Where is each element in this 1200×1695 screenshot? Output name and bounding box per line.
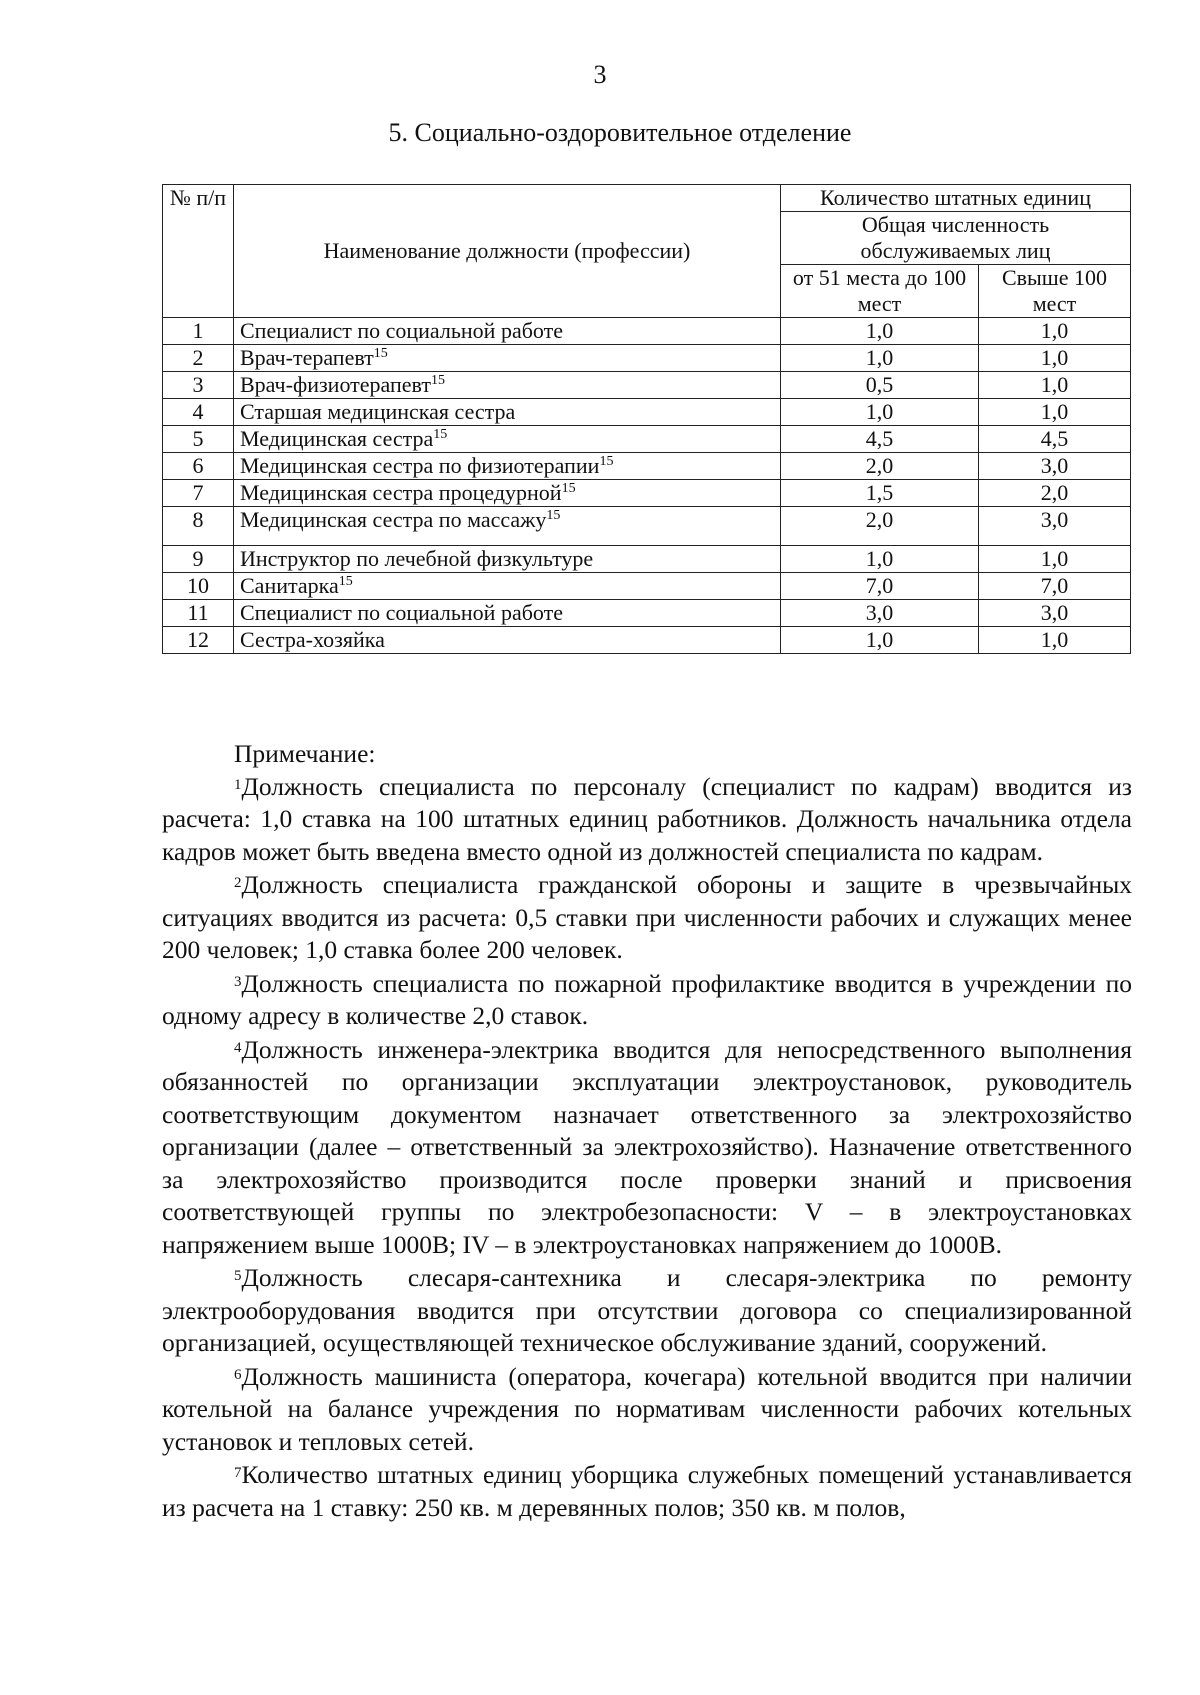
footnote-ref: 15 xyxy=(431,373,445,388)
position-name-text: Сестра-хозяйка xyxy=(240,627,385,652)
notes xyxy=(162,738,1132,1525)
note-number: 2 xyxy=(234,875,242,891)
row-position-name xyxy=(234,399,781,426)
row-position-name xyxy=(234,372,781,399)
position-name-text: Санитарка xyxy=(240,573,339,598)
value-51-100: 1,0 xyxy=(781,318,979,345)
staff-table xyxy=(162,184,1131,654)
table-row xyxy=(163,546,1131,573)
note-number: 4 xyxy=(234,1039,242,1056)
table-row xyxy=(163,453,1131,480)
footnote-ref: 15 xyxy=(561,481,576,496)
row-position-name xyxy=(234,600,781,627)
position-name-text: Врач-терапевт xyxy=(240,345,374,370)
footnote-ref: 15 xyxy=(433,427,448,442)
note-paragraph xyxy=(162,1034,1132,1262)
position-name-text: Врач-физиотерапевт xyxy=(240,372,431,397)
table-row xyxy=(163,480,1131,507)
position-name-text: Медицинская сестра xyxy=(240,426,434,451)
value-over-100: 3,0 xyxy=(979,600,1131,627)
value-over-100: 1,0 xyxy=(979,372,1131,399)
value-over-100: 1,0 xyxy=(979,546,1131,573)
notes-list xyxy=(162,771,1132,1525)
row-number: 6 xyxy=(163,453,234,480)
table-row xyxy=(163,573,1131,600)
position-name-text: Медицинская сестра по физиотерапии xyxy=(240,453,600,478)
value-51-100: 0,5 xyxy=(781,372,979,399)
position-name-text: Специалист по социальной работе xyxy=(240,318,563,343)
value-51-100: 1,0 xyxy=(781,399,979,426)
value-over-100: 1,0 xyxy=(979,399,1131,426)
header-position-name: Наименование должности (профессии) xyxy=(234,185,781,318)
table-row xyxy=(163,600,1131,627)
table-row xyxy=(163,507,1131,546)
value-over-100: 7,0 xyxy=(979,573,1131,600)
note-paragraph xyxy=(162,1262,1132,1360)
row-number: 9 xyxy=(163,546,234,573)
value-51-100: 2,0 xyxy=(781,453,979,480)
page-number: 3 xyxy=(593,60,607,89)
value-over-100: 2,0 xyxy=(979,480,1131,507)
note-text: Должность специалиста по персоналу (специалист по кадрам) вводится из расчета: 1,0 ставка на 100 штатных единиц работников. Должность начальника отдела кадров может быть введена вместо одной из должностей специалиста по кадрам. xyxy=(162,771,1132,866)
row-number: 4 xyxy=(163,399,234,426)
value-51-100: 4,5 xyxy=(781,426,979,453)
note-text: Должность специалиста гражданской обороны и защите в чрезвычайных ситуациях вводится из расчета: 0,5 ставки при численности рабочих и служащих менее 200 человек; 1,0 ставка более 200 человек. xyxy=(162,870,1132,964)
position-name-text: Инструктор по лечебной физкультуре xyxy=(240,546,594,571)
note-number: 7 xyxy=(234,1465,242,1481)
value-51-100: 1,0 xyxy=(781,627,979,654)
note-paragraph xyxy=(162,968,1132,1033)
row-position-name xyxy=(234,426,781,453)
position-name-text: Медицинская сестра по массажу xyxy=(240,507,547,532)
row-position-name xyxy=(234,507,781,546)
row-position-name xyxy=(234,546,781,573)
table-row xyxy=(163,399,1131,426)
value-over-100: 3,0 xyxy=(979,507,1131,546)
value-51-100: 7,0 xyxy=(781,573,979,600)
note-text: Должность инженера-электрика вводится для непосредственного выполнения обязанностей по организации эксплуатации электроустановок, руководитель соответствующим документом назначает ответственного за электрохозяйство организации (далее – ответственный за электрохозяйство). Назначение ответственного за электрохозяйство производится после проверки знаний и присвоения соответствующей группы по электробезопасности: V – в электроустановках напряжением выше 1000В; IV – в электроустановках напряжением до 1000В. xyxy=(162,1034,1132,1259)
row-number: 8 xyxy=(163,507,234,546)
position-name-text: Старшая медицинская сестра xyxy=(240,399,516,424)
row-number: 3 xyxy=(163,372,234,399)
value-over-100: 1,0 xyxy=(979,345,1131,372)
value-51-100: 2,0 xyxy=(781,507,979,546)
note-paragraph xyxy=(162,869,1132,967)
position-name-text: Медицинская сестра процедурной xyxy=(240,480,562,505)
value-over-100: 1,0 xyxy=(979,627,1131,654)
row-position-name xyxy=(234,345,781,372)
row-position-name xyxy=(234,573,781,600)
table-row xyxy=(163,372,1131,399)
notes-title: Примечание: xyxy=(234,739,376,768)
row-number: 7 xyxy=(163,480,234,507)
footnote-ref: 15 xyxy=(546,508,561,523)
value-51-100: 3,0 xyxy=(781,600,979,627)
header-col-51-100: от 51 места до 100 мест xyxy=(781,265,979,318)
note-paragraph xyxy=(162,1459,1132,1524)
note-number: 6 xyxy=(234,1366,242,1383)
row-number: 2 xyxy=(163,345,234,372)
row-number: 12 xyxy=(163,627,234,654)
header-col-over-100: Свыше 100 мест xyxy=(979,265,1131,318)
table-row xyxy=(163,426,1131,453)
row-position-name xyxy=(234,480,781,507)
note-number: 5 xyxy=(234,1268,242,1284)
value-51-100: 1,5 xyxy=(781,480,979,507)
footnote-ref: 15 xyxy=(338,574,353,589)
footnote-ref: 15 xyxy=(373,346,388,361)
note-paragraph xyxy=(162,771,1132,869)
row-position-name xyxy=(234,318,781,345)
row-number: 5 xyxy=(163,426,234,453)
header-number: № п/п xyxy=(163,185,234,318)
header-staff-units: Количество штатных единиц xyxy=(781,185,1131,212)
row-number: 11 xyxy=(163,600,234,627)
note-text: Должность машиниста (оператора, кочегара) котельной вводится при наличии котельной на балансе учреждения по нормативам численности рабочих котельных установок и тепловых сетей. xyxy=(162,1361,1132,1456)
row-number: 10 xyxy=(163,573,234,600)
section-title: 5. Социально-оздоровительное отделение xyxy=(388,118,852,147)
note-text: Должность слесаря-сантехника и слесаря-электрика по ремонту электрооборудования вводится при отсутствии договора со специализированной организацией, осуществляющей техническое обслуживание зданий, сооружений. xyxy=(162,1263,1132,1357)
note-text: Должность специалиста по пожарной профилактике вводится в учреждении по одному адресу в количестве 2,0 ставок. xyxy=(162,968,1132,1030)
table-row xyxy=(163,318,1131,345)
value-51-100: 1,0 xyxy=(781,546,979,573)
note-paragraph xyxy=(162,1361,1132,1459)
table-row xyxy=(163,345,1131,372)
row-number: 1 xyxy=(163,318,234,345)
footnote-ref: 15 xyxy=(599,454,614,469)
value-over-100: 3,0 xyxy=(979,453,1131,480)
value-over-100: 4,5 xyxy=(979,426,1131,453)
row-position-name xyxy=(234,453,781,480)
table-row xyxy=(163,627,1131,654)
value-over-100: 1,0 xyxy=(979,318,1131,345)
note-number: 3 xyxy=(234,973,242,990)
note-text: Количество штатных единиц уборщика служебных помещений устанавливается из расчета на 1 ставку: 250 кв. м деревянных полов; 350 кв. м полов, xyxy=(162,1460,1132,1522)
note-number: 1 xyxy=(234,776,242,793)
position-name-text: Специалист по социальной работе xyxy=(240,600,563,625)
row-position-name xyxy=(234,627,781,654)
value-51-100: 1,0 xyxy=(781,345,979,372)
header-served-persons: Общая численность обслуживаемых лиц xyxy=(781,212,1131,265)
